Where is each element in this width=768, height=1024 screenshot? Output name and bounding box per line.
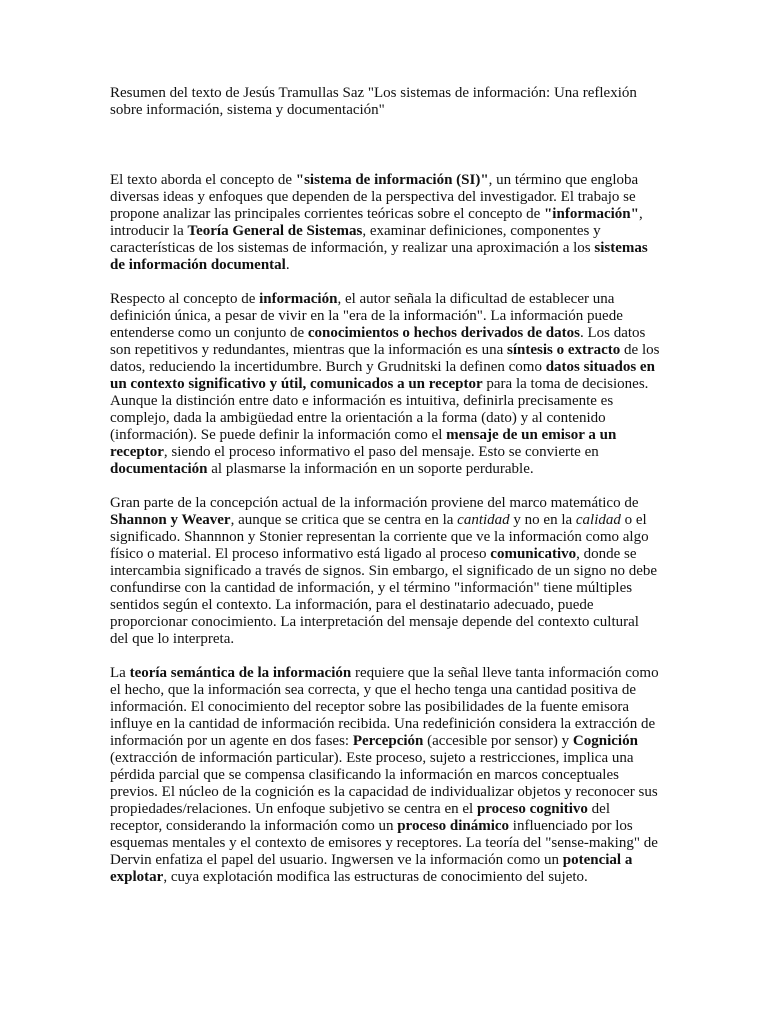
bold-text-run: potencial a explotar [110, 852, 633, 885]
text-run: La [110, 665, 130, 681]
bold-text-run: Shannon y Weaver [110, 512, 231, 528]
body-paragraph [110, 665, 660, 886]
text-run: para la toma de decisiones. Aunque la distinción entre dato e información es intuitiva, definirla precisamente es complejo, dada la ambigüedad entre la orientación a la forma (dato) y al contenido (información). Se puede definir la información como el [110, 376, 649, 443]
text-run: , el autor señala la dificultad de establecer una definición única, a pesar de vivir en la "era de la información". La información puede entenderse como un conjunto de [110, 291, 623, 341]
bold-text-run: teoría semántica de la información [129, 665, 352, 681]
bold-text-run: conocimientos o hechos derivados de datos [307, 325, 580, 341]
text-run: , un término que engloba diversas ideas y enfoques que dependen de la perspectiva del investigador. El trabajo se propone analizar las principales corrientes teóricas sobre el concepto de [110, 172, 639, 222]
document-body [110, 172, 660, 886]
bold-text-run: datos situados en un contexto significativo y útil, comunicados a un receptor [110, 359, 655, 392]
document-title: Resumen del texto de Jesús Tramullas Saz "Los sistemas de información: Una reflexión sobre información, sistema y documentación" [110, 85, 637, 118]
text-run: Respecto al concepto de [110, 291, 260, 307]
text-run: o el significado. Shannnon y Stonier representan la corriente que ve la información como algo físico o material. El proceso informativo está ligado al proceso [110, 512, 649, 562]
text-run: del receptor, considerando la información como un [110, 801, 610, 834]
text-run: . [285, 257, 290, 273]
text-run: influenciado por los esquemas mentales y el contexto de emisores y receptores. La teoría del "sense-making" de Dervin enfatiza el papel del usuario. Ingwersen ve la información como un [110, 818, 658, 868]
text-run: (extracción de información particular). Este proceso, sujeto a restricciones, implica una pérdida parcial que se compensa clasificando la información en marcos conceptuales previos. El núcleo de la cognición es la capacidad de individualizar objetos y reconocer sus propiedades/relaciones. Un enfoque subjetivo se centra en el [110, 750, 658, 817]
text-run: . Los datos son repetitivos y redundantes, mientras que la información es una [110, 325, 646, 358]
text-run: (accesible por sensor) y [423, 733, 573, 749]
bold-text-run: proceso dinámico [397, 818, 510, 834]
body-paragraph [110, 495, 660, 648]
bold-text-run: proceso cognitivo [476, 801, 588, 817]
bold-text-run: comunicativo [490, 546, 577, 562]
text-run: requiere que la señal lleve tanta información como el hecho, que la información sea correcta, y que el hecho tenga una cantidad positiva de información. El conocimiento del receptor sobre las posibilidades de la fuente emisora influye en la cantidad de información recibida. Una redefinición considera la extracción de información por un agente en dos fases: [110, 665, 659, 749]
text-run: , examinar definiciones, componentes y características de los sistemas de información, y realizar una aproximación a los [110, 223, 601, 256]
italic-text-run: calidad [575, 512, 621, 528]
bold-text-run: información [259, 291, 338, 307]
bold-text-run: mensaje de un emisor a un receptor [110, 427, 617, 460]
text-run: , cuya explotación modifica las estructuras de conocimiento del sujeto. [163, 869, 588, 885]
bold-text-run: Percepción [352, 733, 424, 749]
text-run: de los datos, reduciendo la incertidumbre. Burch y Grudnitski la definen como [110, 342, 660, 375]
italic-text-run: cantidad [457, 512, 510, 528]
text-run: y no en la [509, 512, 576, 528]
bold-text-run: Teoría General de Sistemas [187, 223, 363, 239]
body-paragraph [110, 291, 660, 478]
text-run: , introducir la [110, 206, 643, 239]
text-run: al plasmarse la información en un soporte perdurable. [207, 461, 534, 477]
bold-text-run: "sistema de información (SI)" [295, 172, 489, 188]
document-page [110, 85, 660, 903]
text-run: , siendo el proceso informativo el paso del mensaje. Esto se convierte en [163, 444, 599, 460]
text-run: , donde se intercambia significado a través de signos. Sin embargo, el significado de un signo no debe confundirse con la cantidad de información, y el término "información" tiene múltiples sentidos según el contexto. La información, para el destinatario adecuado, puede proporcionar conocimiento. La interpretación del mensaje depende del contexto cultural del que lo interpreta. [110, 546, 658, 647]
body-paragraph [110, 172, 660, 274]
text-run: , aunque se critica que se centra en la [230, 512, 458, 528]
bold-text-run: "información" [543, 206, 639, 222]
bold-text-run: Cognición [572, 733, 638, 749]
text-run: El texto aborda el concepto de [110, 172, 296, 188]
bold-text-run: sistemas de información documental [110, 240, 648, 273]
bold-text-run: documentación [110, 461, 208, 477]
bold-text-run: síntesis o extracto [506, 342, 621, 358]
text-run: Gran parte de la concepción actual de la información proviene del marco matemático de [110, 495, 639, 511]
